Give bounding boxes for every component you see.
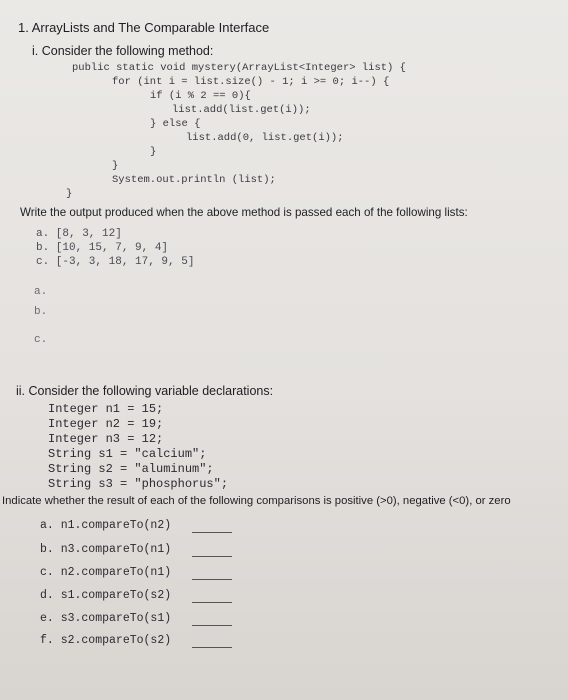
answer-blank[interactable] <box>192 625 232 626</box>
declaration-line: String s1 = "calcium"; <box>48 447 207 461</box>
input-list-c: c. [-3, 3, 18, 17, 9, 5] <box>36 256 195 268</box>
declaration-line: Integer n3 = 12; <box>48 432 164 446</box>
answer-blank[interactable] <box>192 579 232 580</box>
declaration-line: String s3 = "phosphorus"; <box>48 477 229 491</box>
declaration-line: String s2 = "aluminum"; <box>48 462 214 476</box>
input-list-b: b. [10, 15, 7, 9, 4] <box>36 242 169 254</box>
answer-blank[interactable] <box>192 556 232 557</box>
comparison-item: c. n2.compareTo(n1) <box>40 566 172 579</box>
part2-prompt: Indicate whether the result of each of the following comparisons is positive (>0), negative (<0), or zero <box>2 495 511 507</box>
code-line: list.add(0, list.get(i)); <box>186 132 344 144</box>
answer-blank[interactable] <box>192 602 232 603</box>
comparison-item: b. n3.compareTo(n1) <box>40 543 172 556</box>
answer-blank[interactable] <box>192 532 232 533</box>
code-line: } else { <box>150 118 201 130</box>
answer-label-a: a. <box>34 286 48 298</box>
code-line: public static void mystery(ArrayList<Integer> list) { <box>72 62 406 74</box>
comparison-item: e. s3.compareTo(s1) <box>40 612 172 625</box>
comparison-item: f. s2.compareTo(s2) <box>40 634 172 647</box>
worksheet-title: 1. ArrayLists and The Comparable Interface <box>18 20 270 35</box>
declaration-line: Integer n2 = 19; <box>48 417 164 431</box>
input-list-a: a. [8, 3, 12] <box>36 228 122 240</box>
part1-heading: i. Consider the following method: <box>32 44 214 58</box>
part2-heading: ii. Consider the following variable declarations: <box>16 384 274 398</box>
code-line: System.out.println (list); <box>112 174 276 186</box>
code-line: } <box>112 160 119 172</box>
part1-prompt: Write the output produced when the above method is passed each of the following lists: <box>20 206 468 219</box>
code-line: } <box>66 188 73 200</box>
answer-label-b: b. <box>34 306 48 318</box>
answer-blank[interactable] <box>192 647 232 648</box>
code-line: list.add(list.get(i)); <box>172 104 311 116</box>
code-line: for (int i = list.size() - 1; i >= 0; i--) { <box>112 76 390 88</box>
comparison-item: a. n1.compareTo(n2) <box>40 519 172 532</box>
comparison-item: d. s1.compareTo(s2) <box>40 589 172 602</box>
answer-label-c: c. <box>34 334 48 346</box>
code-line: if (i % 2 == 0){ <box>150 90 251 102</box>
code-line: } <box>150 146 157 158</box>
declaration-line: Integer n1 = 15; <box>48 402 164 416</box>
